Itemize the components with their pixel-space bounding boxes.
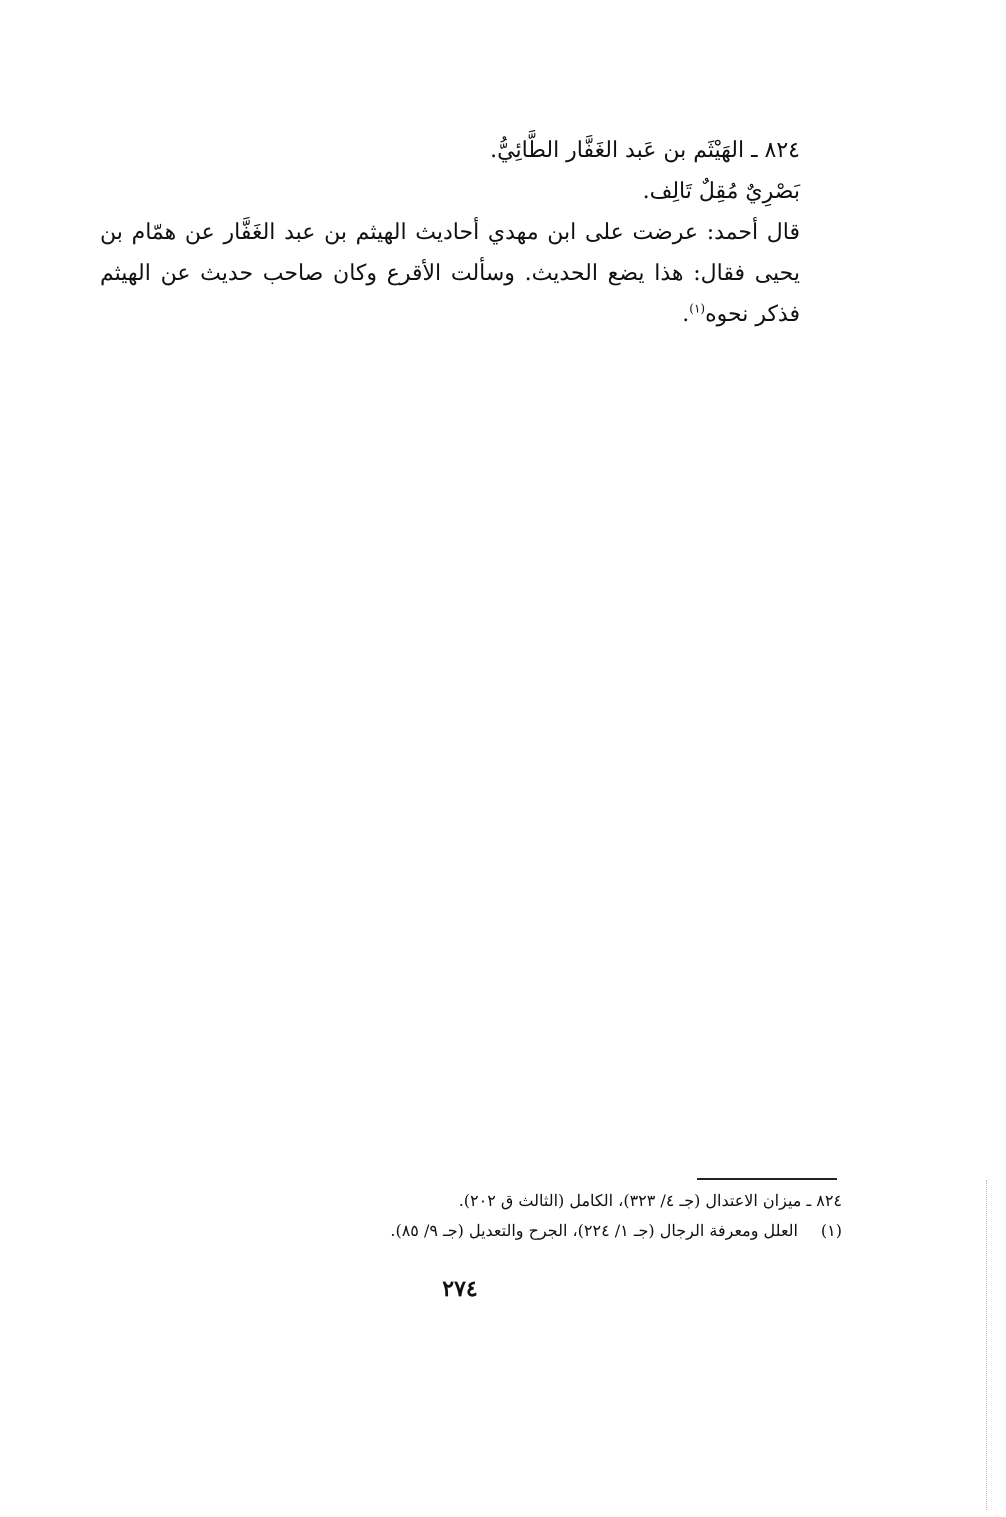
footnotes-block	[200, 1186, 842, 1246]
footnote-1	[200, 1216, 842, 1246]
entry-subtitle: بَصْرِيٌ مُقِلٌ تَالِف.	[642, 179, 800, 204]
entry-paragraph	[100, 212, 840, 335]
footnote-separator	[697, 1178, 837, 1180]
entry-paragraph-text: قال أحمد: عرضت على ابن مهدي أحاديث الهيثم بن عبد الغَفَّار عن همّام بن يحيى فقال: هذا يضع الحديث. وسألت الأقرع وكان صاحب حديث عن الهيثم فذكر نحوه	[100, 220, 800, 327]
page-number: ٢٧٤	[442, 1276, 478, 1302]
footnote-reference: (١)	[689, 301, 706, 316]
footnote-entry-text: ميزان الاعتدال (جـ ٤/ ٣٢٣)، الكامل (الثالث ق ٢٠٢).	[458, 1191, 802, 1210]
footnote-entry-ref: ٨٢٤ ـ	[806, 1191, 842, 1210]
entry-paragraph-end: .	[682, 302, 690, 327]
scan-edge-mark	[986, 1180, 987, 1510]
footnote-entry	[200, 1186, 842, 1216]
footnote-1-text: العلل ومعرفة الرجال (جـ ١/ ٢٢٤)، الجرح والتعديل (جـ ٩/ ٨٥).	[390, 1221, 798, 1240]
entry-title: ٨٢٤ ـ الهَيْثَم بن عَبد الغَفَّار الطَّائِيُّ.	[490, 138, 800, 163]
footnote-1-number: (١)	[820, 1221, 842, 1240]
main-text-block	[100, 130, 840, 335]
